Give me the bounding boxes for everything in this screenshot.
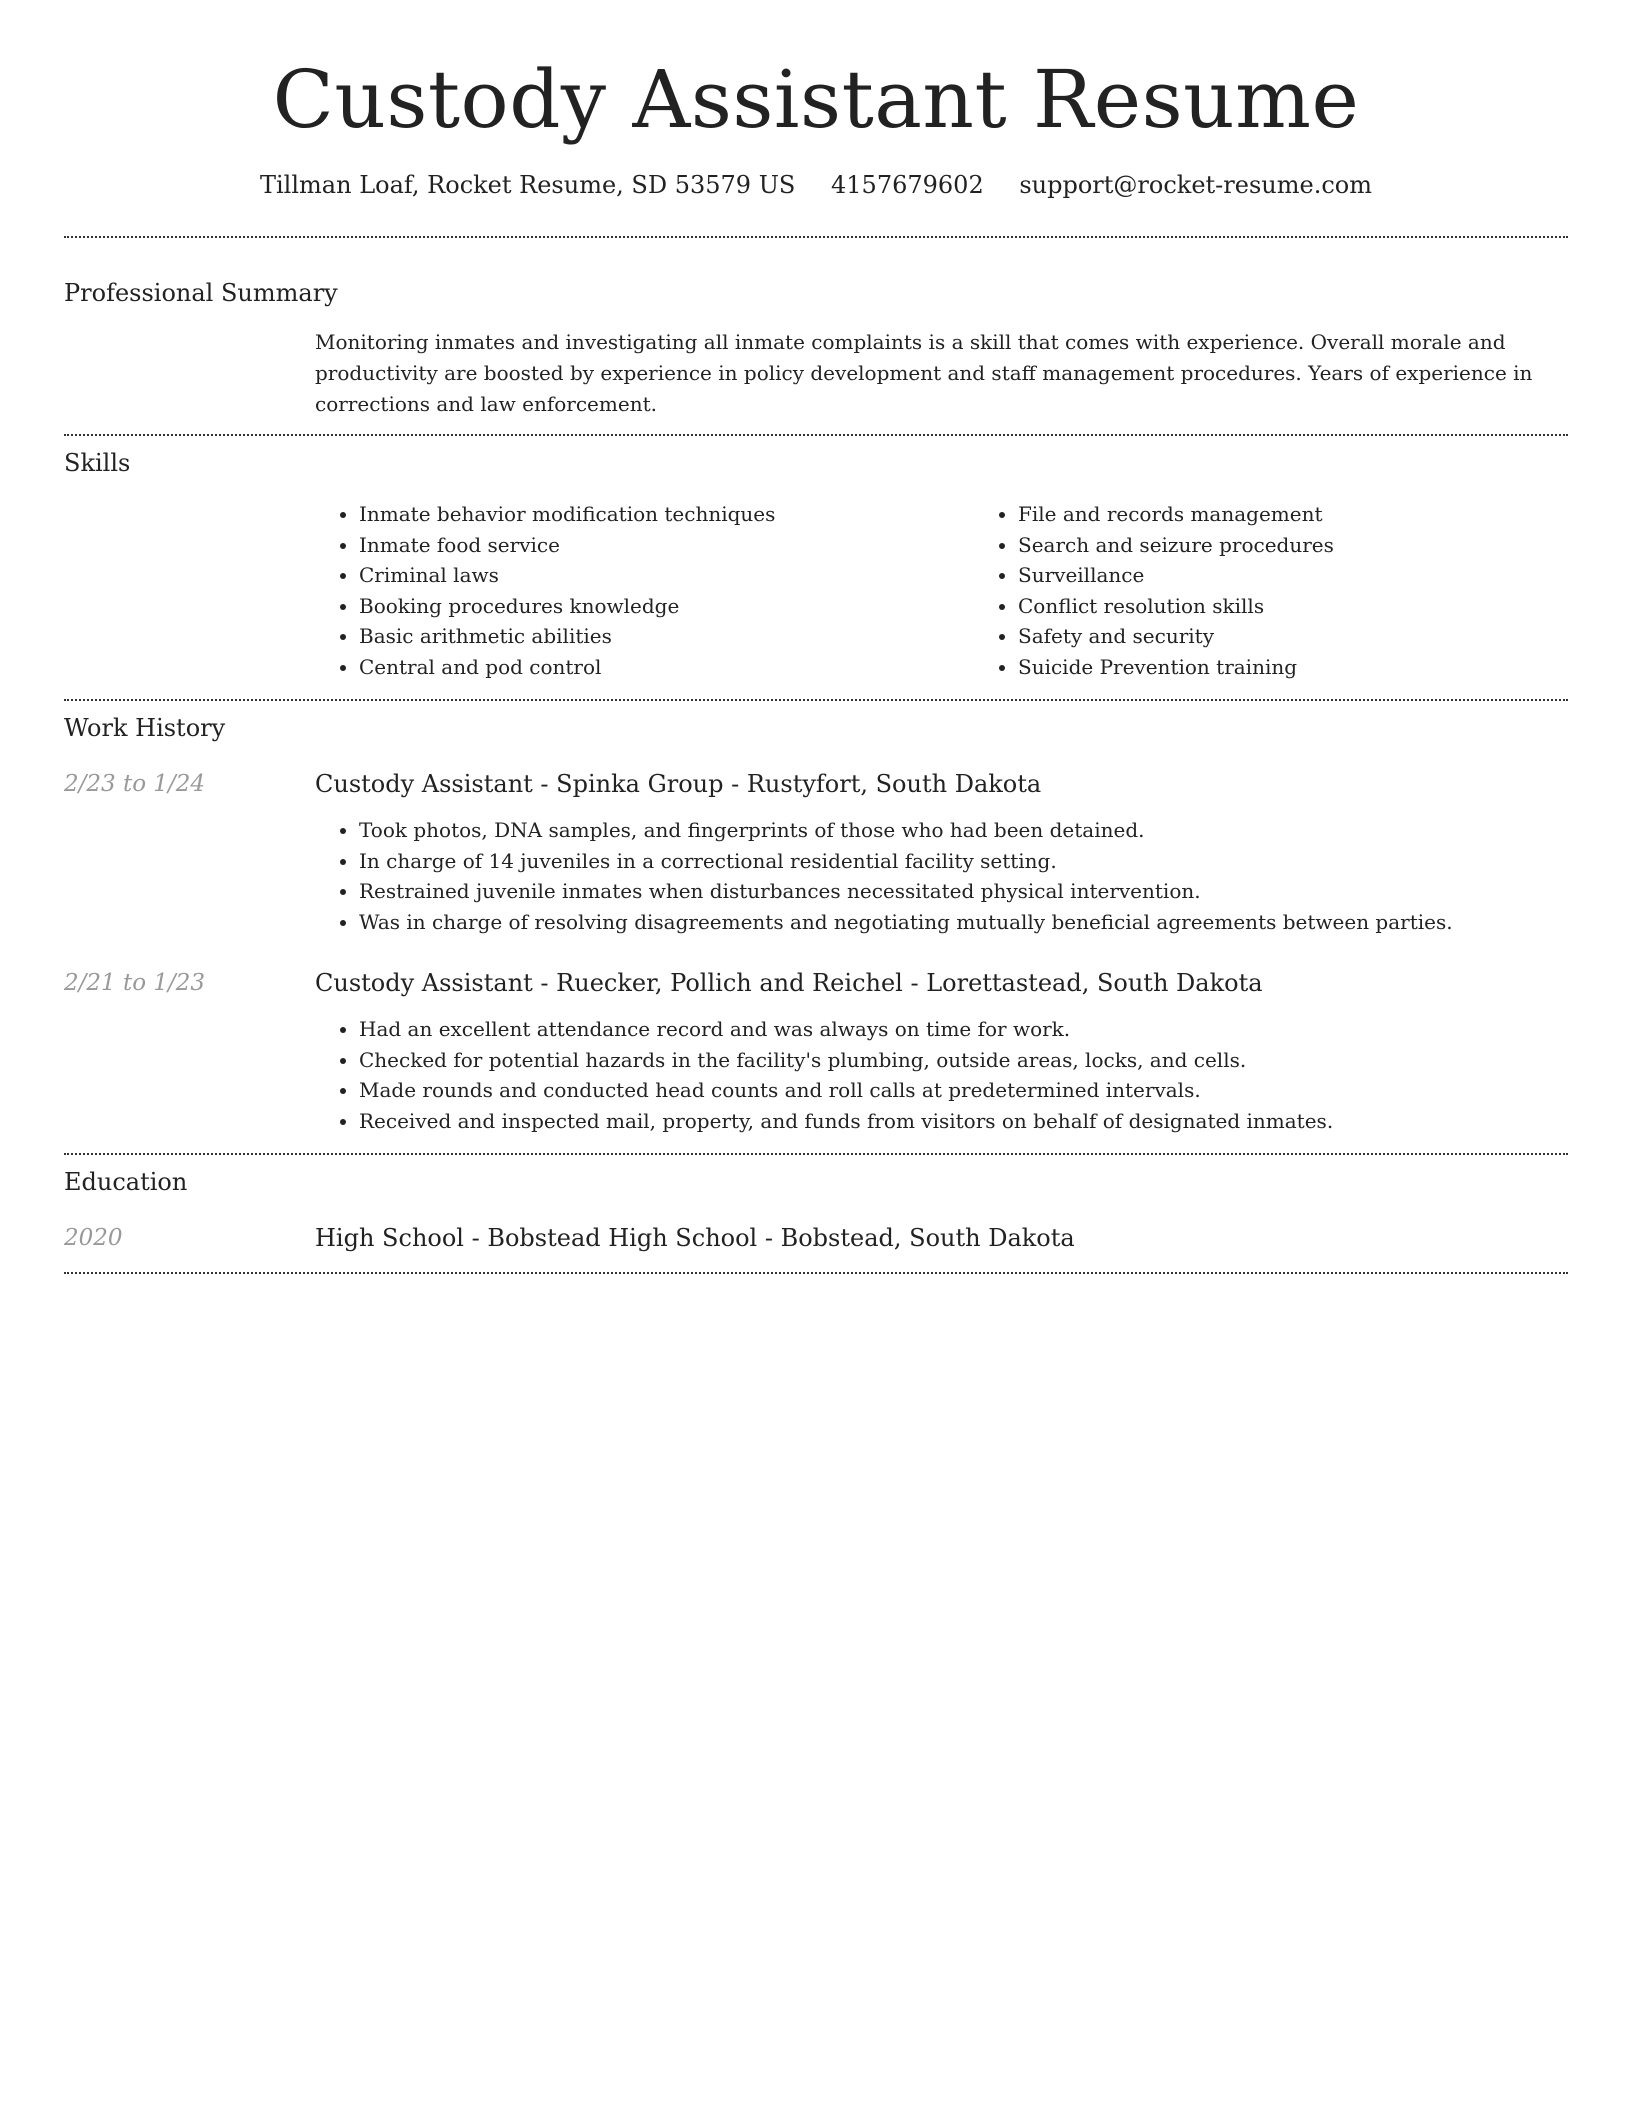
skill-item: • Search and seizure procedures — [1018, 530, 1632, 561]
job-duty: • In charge of 14 juveniles in a correctional residential facility setting. — [359, 846, 1568, 877]
contact-email: support@rocket-resume.com — [1019, 171, 1372, 199]
skills-section — [64, 447, 1568, 682]
summary-text: Monitoring inmates and investigating all inmate complaints is a skill that comes with experience. Overall morale and productivity are boosted by experience in policy development and staff management procedures. Years of experience in corrections and law enforcement. — [315, 330, 1533, 416]
section-divider — [64, 1272, 1568, 1274]
skill-item: • Basic arithmetic abilities — [359, 621, 974, 652]
job-employer: - Ruecker, Pollich and Reichel - Lorettastead, South Dakota — [532, 969, 1263, 997]
skills-list-right — [974, 499, 1632, 682]
education-school: - Bobstead High School - Bobstead, South Dakota — [463, 1224, 1075, 1252]
skills-heading: Skills — [64, 449, 131, 477]
education-heading: Education — [64, 1168, 188, 1196]
contact-line — [64, 168, 1568, 202]
resume-page — [64, 0, 1568, 1274]
job-duty: • Was in charge of resolving disagreements and negotiating mutually beneficial agreements between parties. — [359, 907, 1568, 938]
skill-item: • Central and pod control — [359, 652, 974, 683]
education-section — [64, 1166, 1568, 1254]
section-divider — [64, 1153, 1568, 1155]
work-history-heading: Work History — [64, 714, 226, 742]
job-title: Custody Assistant — [315, 770, 533, 798]
job-duty: • Took photos, DNA samples, and fingerprints of those who had been detained. — [359, 815, 1568, 846]
job-entry — [64, 967, 1568, 1136]
skills-list-left — [315, 499, 974, 682]
job-employer: - Spinka Group - Rustyfort, South Dakota — [532, 770, 1042, 798]
resume-title: Custody Assistant Resume — [272, 53, 1360, 146]
skill-item: • Inmate food service — [359, 530, 974, 561]
education-degree: High School — [315, 1224, 464, 1252]
section-divider — [64, 434, 1568, 436]
job-duties — [315, 815, 1568, 937]
job-duties — [315, 1014, 1568, 1136]
job-dates: 2/21 to 1/23 — [64, 970, 206, 996]
work-history-section — [64, 712, 1568, 1136]
job-title-line — [315, 768, 1568, 800]
skill-item: • Safety and security — [1018, 621, 1632, 652]
skill-item: • Criminal laws — [359, 560, 974, 591]
skill-item: • Conflict resolution skills — [1018, 591, 1632, 622]
skill-item: • Surveillance — [1018, 560, 1632, 591]
job-duty: • Restrained juvenile inmates when disturbances necessitated physical intervention. — [359, 876, 1568, 907]
contact-address: Tillman Loaf, Rocket Resume, SD 53579 US — [260, 171, 796, 199]
education-year: 2020 — [64, 1225, 123, 1251]
job-duty: • Checked for potential hazards in the facility's plumbing, outside areas, locks, and cells. — [359, 1045, 1568, 1076]
skill-item: • Suicide Prevention training — [1018, 652, 1632, 683]
education-entry — [64, 1222, 1568, 1254]
education-line — [315, 1222, 1568, 1254]
skill-item: • Inmate behavior modification techniques — [359, 499, 974, 530]
job-duty: • Made rounds and conducted head counts and roll calls at predetermined intervals. — [359, 1075, 1568, 1106]
job-entry — [64, 768, 1568, 937]
section-divider — [64, 699, 1568, 701]
contact-phone: 4157679602 — [831, 171, 984, 199]
job-duty: • Had an excellent attendance record and was always on time for work. — [359, 1014, 1568, 1045]
section-divider — [64, 236, 1568, 238]
summary-heading: Professional Summary — [64, 279, 338, 307]
job-dates: 2/23 to 1/24 — [64, 771, 206, 797]
job-title: Custody Assistant — [315, 969, 533, 997]
skill-item: • File and records management — [1018, 499, 1632, 530]
job-title-line — [315, 967, 1568, 999]
skill-item: • Booking procedures knowledge — [359, 591, 974, 622]
summary-section — [64, 277, 1568, 420]
job-duty: • Received and inspected mail, property, and funds from visitors on behalf of designated inmates. — [359, 1106, 1568, 1137]
